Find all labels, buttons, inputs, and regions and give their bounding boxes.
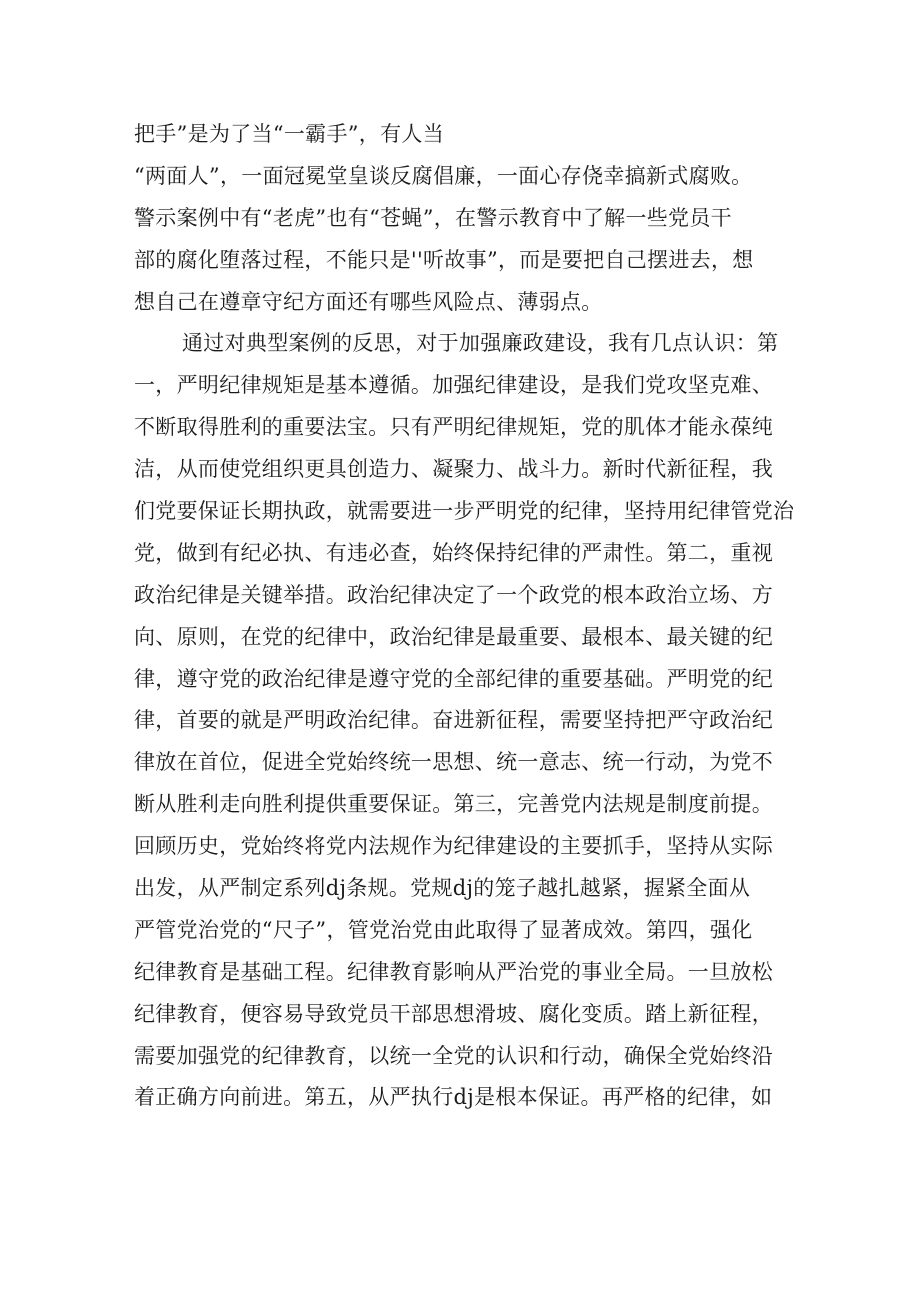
text-line: 部的腐化堕落过程，不能只是''听故事”，而是要把自己摆进去，想 — [134, 247, 754, 272]
text-line: 党，做到有纪必执、有违必查，始终保持纪律的严肃性。第二，重视 — [134, 540, 773, 565]
text-line: 着正确方向前进。第五，从严执行dj是根本保证。再严格的纪律，如 — [134, 1085, 773, 1110]
text-line: 律放在首位，促进全党始终统一思想、统一意志、统一行动，为党不 — [134, 750, 773, 775]
text-line: 不断取得胜利的重要法宝。只有严明纪律规矩，党的肌体才能永葆纯 — [134, 415, 773, 440]
text-line: 律，首要的就是严明政治纪律。奋进新征程，需要坚持把严守政治纪 — [134, 708, 773, 733]
text-line: 警示案例中有“老虎”也有“苍蝇”，在警示教育中了解一些党员干 — [134, 205, 732, 230]
text-line: 需要加强党的纪律教育，以统一全党的认识和行动，确保全党始终沿 — [134, 1043, 773, 1068]
text-line: 严管党治党的“尺子”，管党治党由此取得了显著成效。第四，强化 — [134, 917, 753, 942]
text-line: 洁，从而使党组织更具创造力、凝聚力、战斗力。新时代新征程，我 — [134, 457, 773, 482]
text-line: 纪律教育，便容易导致党员干部思想滑坡、腐化变质。踏上新征程， — [134, 1001, 773, 1026]
text-line: 把手”是为了当“一霸手”，有人当 — [134, 122, 445, 146]
text-line: 一，严明纪律规矩是基本遵循。加强纪律建设，是我们党攻坚克难、 — [134, 373, 773, 398]
paragraph-first-line: 通过对典型案例的反思，对于加强廉政建设，我有几点认识：第 — [182, 331, 779, 356]
text-line: 政治纪律是关键举措。政治纪律决定了一个政党的根本政治立场、方 — [134, 582, 773, 607]
body-text — [134, 114, 794, 1119]
text-line: 向、原则，在党的纪律中，政治纪律是最重要、最根本、最关键的纪 — [134, 624, 773, 649]
text-line: 律，遵守党的政治纪律是遵守党的全部纪律的重要基础。严明党的纪 — [134, 666, 773, 691]
text-line: 回顾历史，党始终将党内法规作为纪律建设的主要抓手，坚持从实际 — [134, 834, 773, 859]
text-line: 纪律教育是基础工程。纪律教育影响从严治党的事业全局。一旦放松 — [134, 959, 773, 984]
text-line: 出发，从严制定系列dj条规。党规dj的笼子越扎越紧，握紧全面从 — [134, 876, 751, 901]
text-line: 们党要保证长期执政，就需要进一步严明党的纪律，坚持用纪律管党治 — [134, 499, 795, 524]
text-line: “两面人”，一面冠冕堂皇谈反腐倡廉，一面心存侥幸搞新式腐败。 — [134, 163, 753, 188]
text-line: 想自己在遵章守纪方面还有哪些风险点、薄弱点。 — [134, 289, 603, 314]
text-line: 断从胜利走向胜利提供重要保证。第三，完善党内法规是制度前提。 — [134, 792, 773, 817]
